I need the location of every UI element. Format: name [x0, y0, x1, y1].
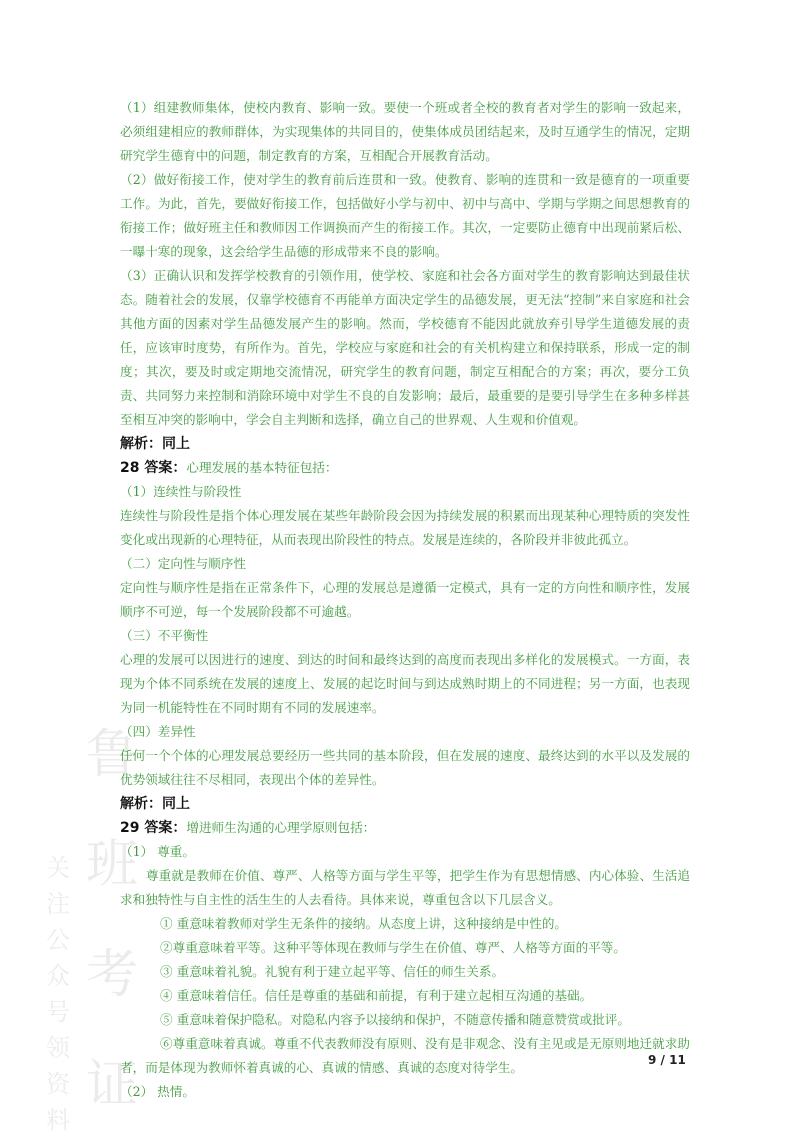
analysis-label: 解析：同上 — [120, 436, 190, 452]
watermark-char: 关 — [46, 854, 70, 882]
q28-item-body: 心理的发展可以因进行的速度、到达的时间和最终达到的高度而表现出多样化的发展模式。一方面，表现为个体不同系统在发展的速度上、发展的起讫时间与到达成熟时期上的不同进程；另一方面，也表现为同一机能特性在不同时期有不同的发展速率。 — [120, 652, 690, 715]
q29-number: 29 答案： — [120, 820, 187, 836]
q29-point: ③ 重意味着礼貌。礼貌有利于建立起平等、信任的师生关系。 — [160, 964, 505, 979]
q28-item-body: 连续性与阶段性是指个体心理发展在某些年龄阶段会因为持续发展的积累而出现某种心理特质的突发性变化或出现新的心理特征，从而表现出阶段性的特点。发展是连续的，各阶段并非彼此孤立。 — [120, 508, 690, 547]
watermark-char: 班 — [85, 835, 138, 895]
q29-point: ① 重意味着教师对学生无条件的接纳。从态度上讲，这种接纳是中性的。 — [160, 916, 568, 931]
q29-item-body: 尊重就是教师在价值、尊严、人格等方面与学生平等，把学生作为有思想情感、内心体验、生活追求和独特性与自主性的活生生的人去看待。具体来说，尊重包含以下几层含义。 — [120, 868, 690, 907]
q27-point-3: （3）正确认识和发挥学校教育的引领作用，使学校、家庭和社会各方面对学生的教育影响达到最佳状态。随着社会的发展，仅靠学校德育不再能单方面决定学生的品德发展，更无法“控制”来自家庭和社会其他方面的因素对学生品德发展产生的影响。然而，学校德育不能因此就放弃引导学生道德发展的责任，应该审时度势，有所作为。首先，学校应与家庭和社会的有关机构建立和保持联系，形成一定的制度；其次，要及时或定期地交流情况，研究学生的教育问题，制定互相配合的方案；再次，要分工负责、共同努力来控制和消除环境中对学生不良的自发影响；最后，最重要的是要引导学生在多种多样甚至相互冲突的影响中，学会自主判断和选择，确立自己的世界观、人生观和价值观。 — [120, 268, 690, 427]
watermark-char: 注 — [46, 890, 70, 918]
q29-point: ④ 重意味着信任。信任是尊重的基础和前提，有利于建立起相互沟通的基础。 — [160, 988, 593, 1003]
page-number: 9 / 11 — [648, 1053, 686, 1067]
watermark-char: 鲁 — [85, 725, 138, 785]
q28-intro: 心理发展的基本特征包括： — [186, 460, 338, 475]
watermark-char: 领 — [46, 1034, 70, 1062]
q29-item-head: （1） 尊重。 — [120, 844, 195, 859]
watermark-char: 料 — [46, 1106, 70, 1134]
q28-number: 28 答案： — [120, 460, 187, 476]
watermark-char: 公 — [46, 926, 70, 954]
q28-item-head: （二）定向性与顺序性 — [120, 556, 246, 571]
document-body — [120, 96, 690, 1104]
watermark-char: 资 — [46, 1070, 70, 1098]
q28-item-head: （三）不平衡性 — [120, 628, 209, 643]
q29-point: ⑤ 重意味着保护隐私。对隐私内容予以接纳和保护，不随意传播和随意赞赏或批评。 — [160, 1012, 630, 1027]
analysis-label: 解析：同上 — [120, 796, 190, 812]
watermark-follow — [40, 850, 76, 1138]
q29-point: ②尊重意味着平等。这种平等体现在教师与学生在价值、尊严、人格等方面的平等。 — [160, 940, 626, 955]
q27-point-2: （2）做好衔接工作，使对学生的教育前后连贯和一致。使教育、影响的连贯和一致是德育的一项重要工作。为此，首先，要做好衔接工作，包括做好小学与初中、初中与高中、学期与学期之间思想教育的衔接工作；做好班主任和教师因工作调换而产生的衔接工作。其次，一定要防止德育中出现前紧后松、一曝十寒的现象，这会给学生品德的形成带来不良的影响。 — [120, 172, 690, 259]
q28-item-head: （四）差异性 — [120, 724, 196, 739]
watermark-char: 考 — [85, 945, 138, 1005]
q27-point-1: （1）组建教师集体，使校内教育、影响一致。要使一个班或者全校的教育者对学生的影响一致起来，必须组建相应的教师群体，为实现集体的共同目的，使集体成员团结起来，及时互通学生的情况，定期研究学生德育中的问题，制定教育的方案，互相配合开展教育活动。 — [120, 100, 690, 163]
q29-point: ⑥尊重意味着真诚。尊重不代表教师没有原则、没有是非观念、没有主见或是无原则地迁就求助者，而是体现为教师怀着真诚的心、真诚的情感、真诚的态度对待学生。 — [120, 1036, 690, 1075]
watermark-char: 证 — [85, 1055, 138, 1115]
q29-answer-line — [120, 816, 690, 840]
q28-item-body: 任何一个个体的心理发展总要经历一些共同的基本阶段，但在发展的速度、最终达到的水平以及发展的优势领域往往不尽相同，表现出个体的差异性。 — [120, 748, 690, 787]
watermark-char: 众 — [46, 962, 70, 990]
q28-item-body: 定向性与顺序性是指在正常条件下，心理的发展总是遵循一定模式，具有一定的方向性和顺序性，发展顺序不可逆，每一个发展阶段都不可逾越。 — [120, 580, 690, 619]
q28-answer-line — [120, 456, 690, 480]
watermark-char: 号 — [46, 998, 70, 1026]
q29-intro: 增进师生沟通的心理学原则包括： — [186, 820, 376, 835]
q28-item-head: （1）连续性与阶段性 — [120, 484, 242, 499]
q29-item-head: （2） 热情。 — [120, 1084, 195, 1099]
